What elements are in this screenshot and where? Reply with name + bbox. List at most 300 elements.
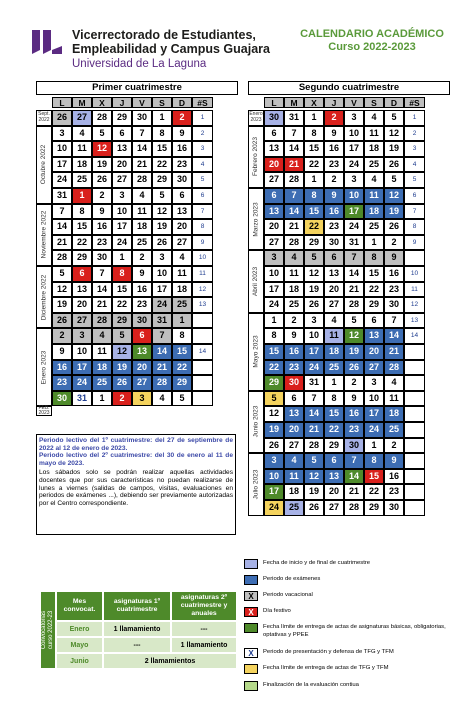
day-cell: 28 — [152, 375, 172, 391]
day-cell: 3 — [152, 250, 172, 266]
legend-item — [244, 623, 466, 639]
day-cell: 14 — [344, 469, 364, 485]
week-number: 4 — [192, 157, 213, 173]
day-cell: 4 — [92, 328, 112, 344]
day-cell: 3 — [264, 453, 284, 469]
day-cell: 21 — [384, 344, 404, 360]
legend-text: Fecha límite de entrega de actas de asignaturas básicas, obligatorias, optativas y PPEE — [263, 624, 446, 638]
month-label: Abril 2023 — [248, 250, 264, 312]
day-cell: 5 — [384, 110, 404, 126]
week-number: 1 — [192, 110, 213, 126]
day-cell: 11 — [172, 266, 192, 282]
day-cell: 17 — [344, 141, 364, 157]
day-cell: 14 — [384, 328, 404, 344]
day-cell: 8 — [364, 250, 384, 266]
day-cell: 5 — [344, 313, 364, 329]
day-cell: 13 — [112, 141, 132, 157]
day-cell: 14 — [284, 204, 304, 220]
day-cell: 26 — [384, 157, 404, 173]
day-cell: 9 — [284, 328, 304, 344]
day-cell: 12 — [384, 126, 404, 142]
day-cell: 19 — [304, 484, 324, 500]
day-cell: 19 — [92, 157, 112, 173]
day-cell: 11 — [284, 266, 304, 282]
day-cell: 20 — [264, 219, 284, 235]
week-number: 8 — [192, 219, 213, 235]
day-cell: 26 — [92, 172, 112, 188]
day-cell: 14 — [152, 344, 172, 360]
day-cell: 5 — [384, 172, 404, 188]
week-number — [404, 406, 425, 422]
conv-header-sem1: asignaturas 1º cuatrimestre — [103, 591, 171, 621]
day-cell: 30 — [344, 438, 364, 454]
day-cell: 25 — [364, 219, 384, 235]
day-cell: 25 — [324, 360, 344, 376]
day-cell: 30 — [384, 297, 404, 313]
week-number — [404, 360, 425, 376]
day-cell: 10 — [264, 469, 284, 485]
day-cell: 13 — [284, 406, 304, 422]
day-cell: 10 — [152, 266, 172, 282]
day-cell: 13 — [72, 282, 92, 298]
day-cell: 15 — [304, 204, 324, 220]
day-cell: 5 — [152, 188, 172, 204]
day-cell: 28 — [344, 297, 364, 313]
day-cell: 31 — [344, 235, 364, 251]
day-cell: 5 — [304, 250, 324, 266]
day-cell: 7 — [152, 328, 172, 344]
day-cell: 22 — [304, 157, 324, 173]
week-number — [404, 344, 425, 360]
day-cell: 16 — [52, 360, 72, 376]
day-cell: 23 — [384, 282, 404, 298]
day-cell: 17 — [264, 484, 284, 500]
weekday-header: D — [172, 97, 192, 108]
day-cell: 27 — [264, 235, 284, 251]
day-cell: 28 — [344, 500, 364, 516]
day-cell: 15 — [152, 141, 172, 157]
day-cell: 11 — [132, 204, 152, 220]
day-cell: 12 — [304, 469, 324, 485]
legend-item — [244, 681, 359, 691]
day-cell: 3 — [264, 250, 284, 266]
day-cell: 26 — [384, 219, 404, 235]
day-cell: 8 — [264, 328, 284, 344]
week-number: 3 — [404, 141, 425, 157]
day-cell: 6 — [172, 188, 192, 204]
week-number: 8 — [404, 219, 425, 235]
legend-item — [244, 648, 394, 658]
weekday-header: D — [384, 97, 404, 108]
day-cell: 12 — [264, 406, 284, 422]
day-cell: 21 — [344, 484, 364, 500]
day-cell: 6 — [324, 250, 344, 266]
legend-text: Finalización de la evaluación contiua — [263, 682, 359, 688]
day-cell: 12 — [92, 141, 112, 157]
legend-text: Fecha de inicio y de final de cuatrimestre — [263, 560, 371, 566]
day-cell: 26 — [344, 360, 364, 376]
week-number — [192, 375, 213, 391]
weekday-header: X — [304, 97, 324, 108]
day-cell: 24 — [344, 157, 364, 173]
day-cell: 31 — [304, 375, 324, 391]
day-cell: 5 — [304, 453, 324, 469]
day-cell: 15 — [172, 344, 192, 360]
day-cell: 29 — [72, 250, 92, 266]
day-cell: 23 — [52, 375, 72, 391]
weekday-header: S — [152, 97, 172, 108]
day-cell: 30 — [92, 250, 112, 266]
day-cell: 9 — [92, 204, 112, 220]
day-cell: 28 — [384, 360, 404, 376]
day-cell: 11 — [384, 391, 404, 407]
day-cell: 24 — [364, 422, 384, 438]
day-cell: 10 — [304, 328, 324, 344]
conv-mayo-sem1: --- — [103, 637, 171, 653]
week-number: 12 — [404, 297, 425, 313]
day-cell: 4 — [284, 453, 304, 469]
day-cell: 29 — [112, 110, 132, 126]
day-cell: 13 — [172, 204, 192, 220]
day-cell: 24 — [152, 297, 172, 313]
weekday-header: L — [52, 97, 72, 108]
day-cell: 18 — [364, 204, 384, 220]
day-cell: 3 — [304, 313, 324, 329]
day-cell: 23 — [324, 219, 344, 235]
week-number — [404, 391, 425, 407]
day-cell: 10 — [112, 204, 132, 220]
day-cell: 29 — [112, 313, 132, 329]
week-number — [404, 484, 425, 500]
week-number: 12 — [192, 282, 213, 298]
day-cell: 27 — [364, 360, 384, 376]
legend-item — [244, 559, 370, 569]
day-cell: 22 — [152, 157, 172, 173]
day-cell: 18 — [284, 282, 304, 298]
day-cell: 25 — [172, 297, 192, 313]
day-cell: 12 — [304, 266, 324, 282]
day-cell: 1 — [112, 250, 132, 266]
day-cell: 19 — [152, 219, 172, 235]
day-cell: 14 — [344, 266, 364, 282]
day-cell: 19 — [264, 422, 284, 438]
day-cell: 17 — [364, 406, 384, 422]
weekday-header: J — [112, 97, 132, 108]
day-cell: 6 — [264, 126, 284, 142]
day-cell: 18 — [92, 360, 112, 376]
day-cell: 11 — [324, 328, 344, 344]
second-semester-panel — [248, 81, 450, 512]
day-cell: 9 — [384, 250, 404, 266]
day-cell: 30 — [264, 110, 284, 126]
day-cell: 4 — [284, 250, 304, 266]
org-line-2: Empleabilidad y Campus Guajara — [72, 42, 270, 56]
header — [30, 22, 460, 68]
day-cell: 27 — [284, 438, 304, 454]
day-cell: 30 — [172, 172, 192, 188]
week-number: 7 — [192, 204, 213, 220]
legend-swatch — [244, 575, 258, 585]
week-number: 1 — [404, 110, 425, 126]
day-cell: 20 — [72, 297, 92, 313]
day-cell: 3 — [72, 328, 92, 344]
day-cell: 31 — [52, 188, 72, 204]
week-number: 5 — [192, 172, 213, 188]
day-cell: 20 — [324, 484, 344, 500]
day-cell: 25 — [384, 422, 404, 438]
conv-enero-sem1: 1 llamamiento — [103, 621, 171, 637]
day-cell: 29 — [364, 297, 384, 313]
week-number: 6 — [404, 188, 425, 204]
day-cell: 1 — [152, 110, 172, 126]
conv-enero-sem2: --- — [171, 621, 237, 637]
week-number: 11 — [192, 266, 213, 282]
day-cell: 29 — [324, 438, 344, 454]
day-cell: 22 — [304, 219, 324, 235]
conv-junio-both: 2 llamamientos — [103, 653, 237, 669]
month-label: Sept. 2022 — [36, 110, 52, 126]
day-cell: 8 — [72, 204, 92, 220]
note-period-1: Periodo lectivo del 1º cuatrimestre: del 27 de septiembre de 2022 al 12 de enero de 2023. — [39, 437, 233, 452]
day-cell: 4 — [364, 110, 384, 126]
day-cell: 3 — [52, 126, 72, 142]
day-cell: 3 — [364, 375, 384, 391]
day-cell: 16 — [324, 141, 344, 157]
day-cell: 14 — [92, 282, 112, 298]
conv-header-sem2: asignaturas 2º cuatrimestre y anuales — [171, 591, 237, 621]
conv-month-enero: Enero — [56, 621, 103, 637]
day-cell: 13 — [324, 266, 344, 282]
day-cell: 21 — [132, 157, 152, 173]
day-cell: 31 — [152, 313, 172, 329]
weekday-header: S — [364, 97, 384, 108]
day-cell: 14 — [284, 141, 304, 157]
day-cell: 5 — [52, 266, 72, 282]
conv-month-junio: Junio — [56, 653, 103, 669]
day-cell: 13 — [364, 328, 384, 344]
day-cell: 9 — [324, 126, 344, 142]
day-cell: 8 — [112, 266, 132, 282]
day-cell: 25 — [92, 375, 112, 391]
day-cell: 18 — [324, 344, 344, 360]
day-cell: 20 — [172, 219, 192, 235]
week-number — [404, 469, 425, 485]
day-cell: 9 — [132, 266, 152, 282]
day-cell: 12 — [112, 344, 132, 360]
day-cell: 8 — [304, 188, 324, 204]
legend-swatch — [244, 623, 258, 633]
day-cell: 16 — [172, 141, 192, 157]
month-label: Julio 2023 — [248, 453, 264, 515]
day-cell: 19 — [52, 297, 72, 313]
day-cell: 30 — [324, 235, 344, 251]
week-number — [404, 250, 425, 266]
day-cell: 3 — [344, 110, 364, 126]
legend-text: Periodo de presentación y defensa de TFG y TFM — [263, 649, 394, 655]
day-cell: 25 — [284, 297, 304, 313]
day-cell: 27 — [264, 172, 284, 188]
day-cell: 26 — [52, 110, 72, 126]
week-number — [404, 375, 425, 391]
day-cell: 2 — [112, 391, 132, 407]
note-saturdays: Los sábados solo se podrán realizar aquellas actividades docentes que por sus características no puedan realizarse de lunes a viernes (salidas de campos, visitas, evaluaciones en periodos de exámenes ...), debiendo ser previamente autorizadas por el Centro correspondiente. — [39, 469, 233, 507]
legend-swatch — [244, 559, 258, 569]
day-cell: 27 — [72, 313, 92, 329]
day-cell: 20 — [112, 157, 132, 173]
legend-swatch: X — [244, 648, 258, 658]
day-cell: 5 — [92, 126, 112, 142]
weekday-header: V — [344, 97, 364, 108]
day-cell: 22 — [112, 297, 132, 313]
day-cell: 20 — [284, 422, 304, 438]
day-cell: 18 — [384, 406, 404, 422]
day-cell: 23 — [172, 157, 192, 173]
day-cell: 8 — [152, 126, 172, 142]
weekday-header: #S — [404, 97, 425, 108]
day-cell: 24 — [72, 375, 92, 391]
day-cell: 16 — [324, 204, 344, 220]
week-number: 4 — [404, 157, 425, 173]
day-cell: 23 — [92, 235, 112, 251]
day-cell: 22 — [72, 235, 92, 251]
day-cell: 24 — [52, 172, 72, 188]
day-cell: 15 — [324, 406, 344, 422]
day-cell: 1 — [324, 375, 344, 391]
week-number: 2 — [192, 126, 213, 142]
weekday-header: J — [324, 97, 344, 108]
day-cell: 6 — [72, 266, 92, 282]
legend-swatch: X — [244, 607, 258, 617]
week-number: 11 — [404, 282, 425, 298]
day-cell: 29 — [152, 172, 172, 188]
weekday-header: M — [284, 97, 304, 108]
conv-side-1: Convocatorias — [41, 610, 48, 650]
day-cell: 23 — [324, 157, 344, 173]
day-cell: 8 — [304, 126, 324, 142]
day-cell: 4 — [132, 188, 152, 204]
day-cell: 7 — [132, 126, 152, 142]
day-cell: 3 — [132, 391, 152, 407]
month-label: Enero 2023 — [36, 328, 52, 406]
day-cell: 22 — [264, 360, 284, 376]
day-cell: 14 — [52, 219, 72, 235]
day-cell: 26 — [304, 500, 324, 516]
day-cell: 7 — [344, 250, 364, 266]
day-cell: 30 — [132, 110, 152, 126]
day-cell: 6 — [364, 313, 384, 329]
day-cell: 2 — [384, 438, 404, 454]
note-period-2: Periodo lectivo del 2º cuatrimestre: del 30 de enero al 11 de mayo de 2023. — [39, 452, 233, 467]
day-cell: 11 — [284, 469, 304, 485]
day-cell: 4 — [364, 172, 384, 188]
day-cell: 13 — [264, 204, 284, 220]
month-label: Noviembre 2022 — [36, 204, 52, 266]
day-cell: 26 — [264, 438, 284, 454]
day-cell: 31 — [72, 391, 92, 407]
day-cell: 13 — [132, 344, 152, 360]
week-number: 3 — [192, 141, 213, 157]
day-cell: 17 — [112, 219, 132, 235]
day-cell: 27 — [324, 297, 344, 313]
week-number: 10 — [404, 266, 425, 282]
day-cell: 14 — [304, 406, 324, 422]
day-cell: 11 — [92, 344, 112, 360]
day-cell: 1 — [72, 188, 92, 204]
day-cell: 10 — [264, 266, 284, 282]
calendar-year: Curso 2022-2023 — [328, 41, 416, 53]
day-cell: 29 — [304, 235, 324, 251]
day-cell: 8 — [172, 328, 192, 344]
day-cell: 6 — [284, 391, 304, 407]
day-cell: 30 — [384, 500, 404, 516]
day-cell: 5 — [172, 391, 192, 407]
day-cell: 8 — [324, 391, 344, 407]
weekday-header: X — [92, 97, 112, 108]
legend-item — [244, 664, 389, 674]
day-cell: 25 — [132, 235, 152, 251]
day-cell: 28 — [304, 438, 324, 454]
day-cell: 13 — [264, 141, 284, 157]
convocatorias-side-label — [40, 591, 56, 669]
day-cell: 18 — [132, 219, 152, 235]
day-cell: 10 — [52, 141, 72, 157]
day-cell: 1 — [304, 110, 324, 126]
calendar-title — [284, 28, 460, 54]
week-number: 13 — [404, 313, 425, 329]
day-cell: 14 — [132, 141, 152, 157]
week-number — [404, 500, 425, 516]
day-cell: 27 — [324, 500, 344, 516]
day-cell: 17 — [52, 157, 72, 173]
day-cell: 23 — [344, 422, 364, 438]
day-cell: 24 — [264, 500, 284, 516]
day-cell: 23 — [384, 484, 404, 500]
day-cell: 6 — [112, 126, 132, 142]
day-cell: 2 — [324, 110, 344, 126]
legend-swatch: X — [244, 591, 258, 601]
day-cell: 24 — [112, 235, 132, 251]
day-cell: 21 — [52, 235, 72, 251]
day-cell: 27 — [172, 235, 192, 251]
calendar-title-main: CALENDARIO ACADÉMICO — [300, 28, 444, 40]
day-cell: 7 — [344, 453, 364, 469]
university-logo-icon — [30, 28, 64, 56]
day-cell: 6 — [264, 188, 284, 204]
day-cell: 22 — [364, 484, 384, 500]
day-cell: 16 — [92, 219, 112, 235]
day-cell: 20 — [364, 344, 384, 360]
legend-swatch — [244, 681, 258, 691]
day-cell: 21 — [284, 219, 304, 235]
day-cell: 9 — [324, 188, 344, 204]
day-cell: 30 — [52, 391, 72, 407]
day-cell: 26 — [52, 313, 72, 329]
day-cell: 6 — [132, 328, 152, 344]
day-cell: 24 — [264, 297, 284, 313]
day-cell: 1 — [364, 438, 384, 454]
day-cell: 28 — [92, 110, 112, 126]
day-cell: 26 — [112, 375, 132, 391]
day-cell: 11 — [364, 188, 384, 204]
weekday-header: V — [132, 97, 152, 108]
day-cell: 20 — [324, 282, 344, 298]
day-cell: 23 — [132, 297, 152, 313]
day-cell: 28 — [132, 172, 152, 188]
day-cell: 22 — [364, 282, 384, 298]
notes-box — [36, 434, 236, 535]
day-cell: 7 — [284, 188, 304, 204]
legend-swatch — [244, 664, 258, 674]
